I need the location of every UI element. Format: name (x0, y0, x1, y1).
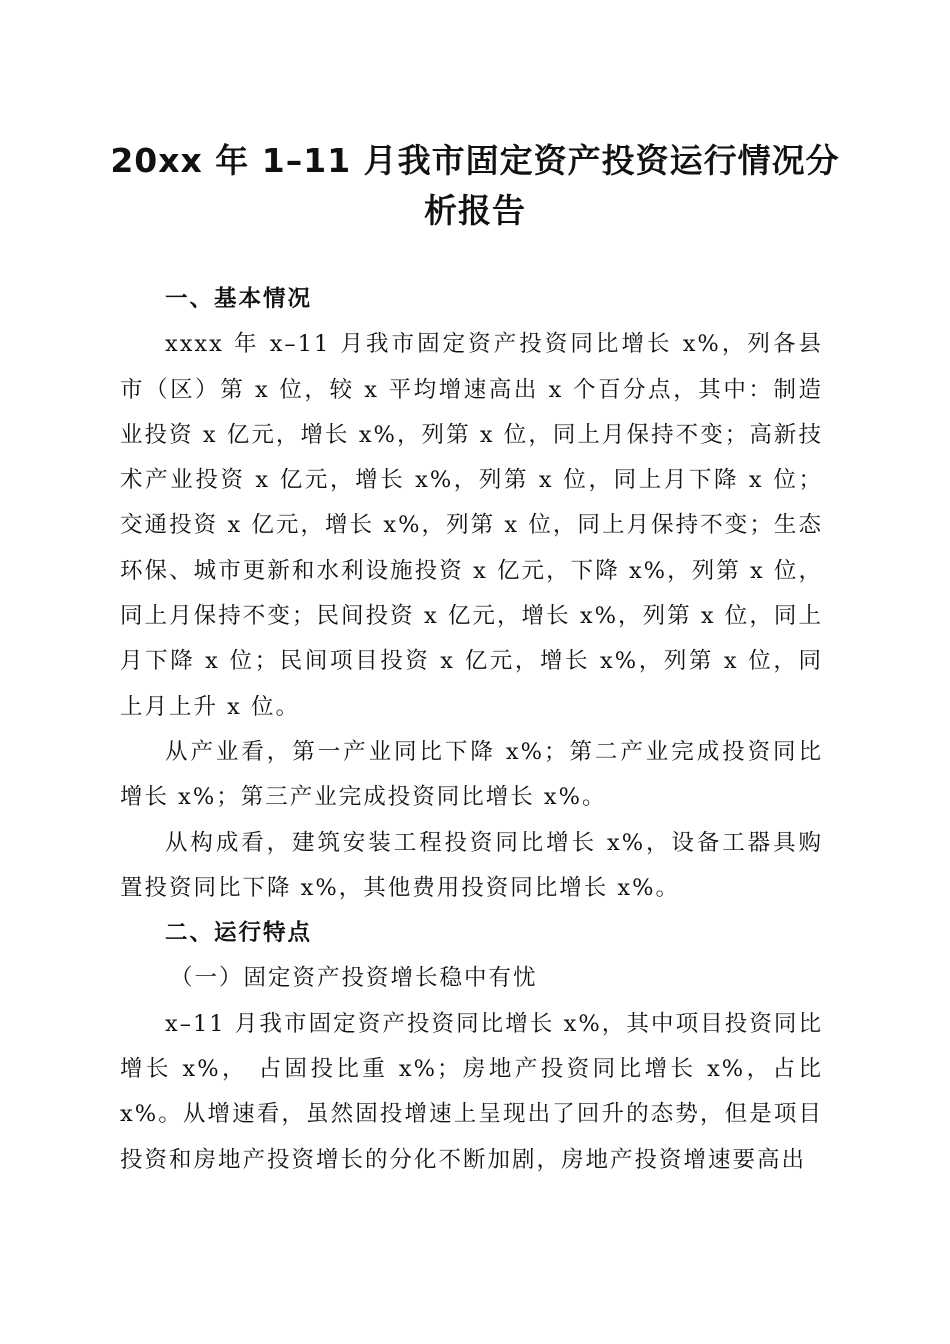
paragraph-by-industry: 从产业看，第一产业同比下降 x%；第二产业完成投资同比增长 x%；第三产业完成投资同比增长 x%。 (120, 738, 823, 811)
paragraph-by-composition: 从构成看，建筑安装工程投资同比增长 x%，设备工器具购置投资同比下降 x%，其他费用投资同比增长 x%。 (120, 829, 823, 901)
section-heading-operating-features: 二、运行特点 (165, 920, 313, 947)
title-line-1: 20xx 年 1–11 月我市固定资产投资运行情况分 (110, 141, 840, 180)
subsection-heading-growth: （一）固定资产投资增长稳中有忧 (170, 965, 538, 992)
section-heading-basic-situation: 一、基本情况 (165, 286, 313, 312)
paragraph-basic-overview: xxxx 年 x–11 月我市固定资产投资同比增长 x%，列各县市（区）第 x 位，较 x 平均增速高出 x 个百分点，其中：制造业投资 x 亿元，增长 x%，列第 x 位，同上月保持不变；高新技术产业投资 x 亿元，增长 x%，列第 x 位，同上月下降 x 位；交通投资 x 亿元，增长 x%，列第 x 位，同上月保持不变；生态环保、城市更新和水利设施投资 x 亿元，下降 x%，列第 x 位，同上月保持不变；民间投资 x 亿元，增长 x%，列第 x 位，同上月下降 x 位；民间项目投资 x 亿元，增长 x%，列第 x 位，同上月上升 x 位。 (120, 331, 823, 720)
paragraph-growth-analysis: x–11 月我市固定资产投资同比增长 x%，其中项目投资同比增长 x%， 占固投比重 x%；房地产投资同比增长 x%，占比 x%。从增速看，虽然固投增速上呈现出了回升的态势，但是项目投资和房地产投资增长的分化不断加剧，房地产投资增速要高出 (120, 1010, 823, 1173)
document-body (120, 277, 823, 1183)
title-line-2: 析报告 (424, 191, 526, 230)
document-title (110, 136, 840, 236)
